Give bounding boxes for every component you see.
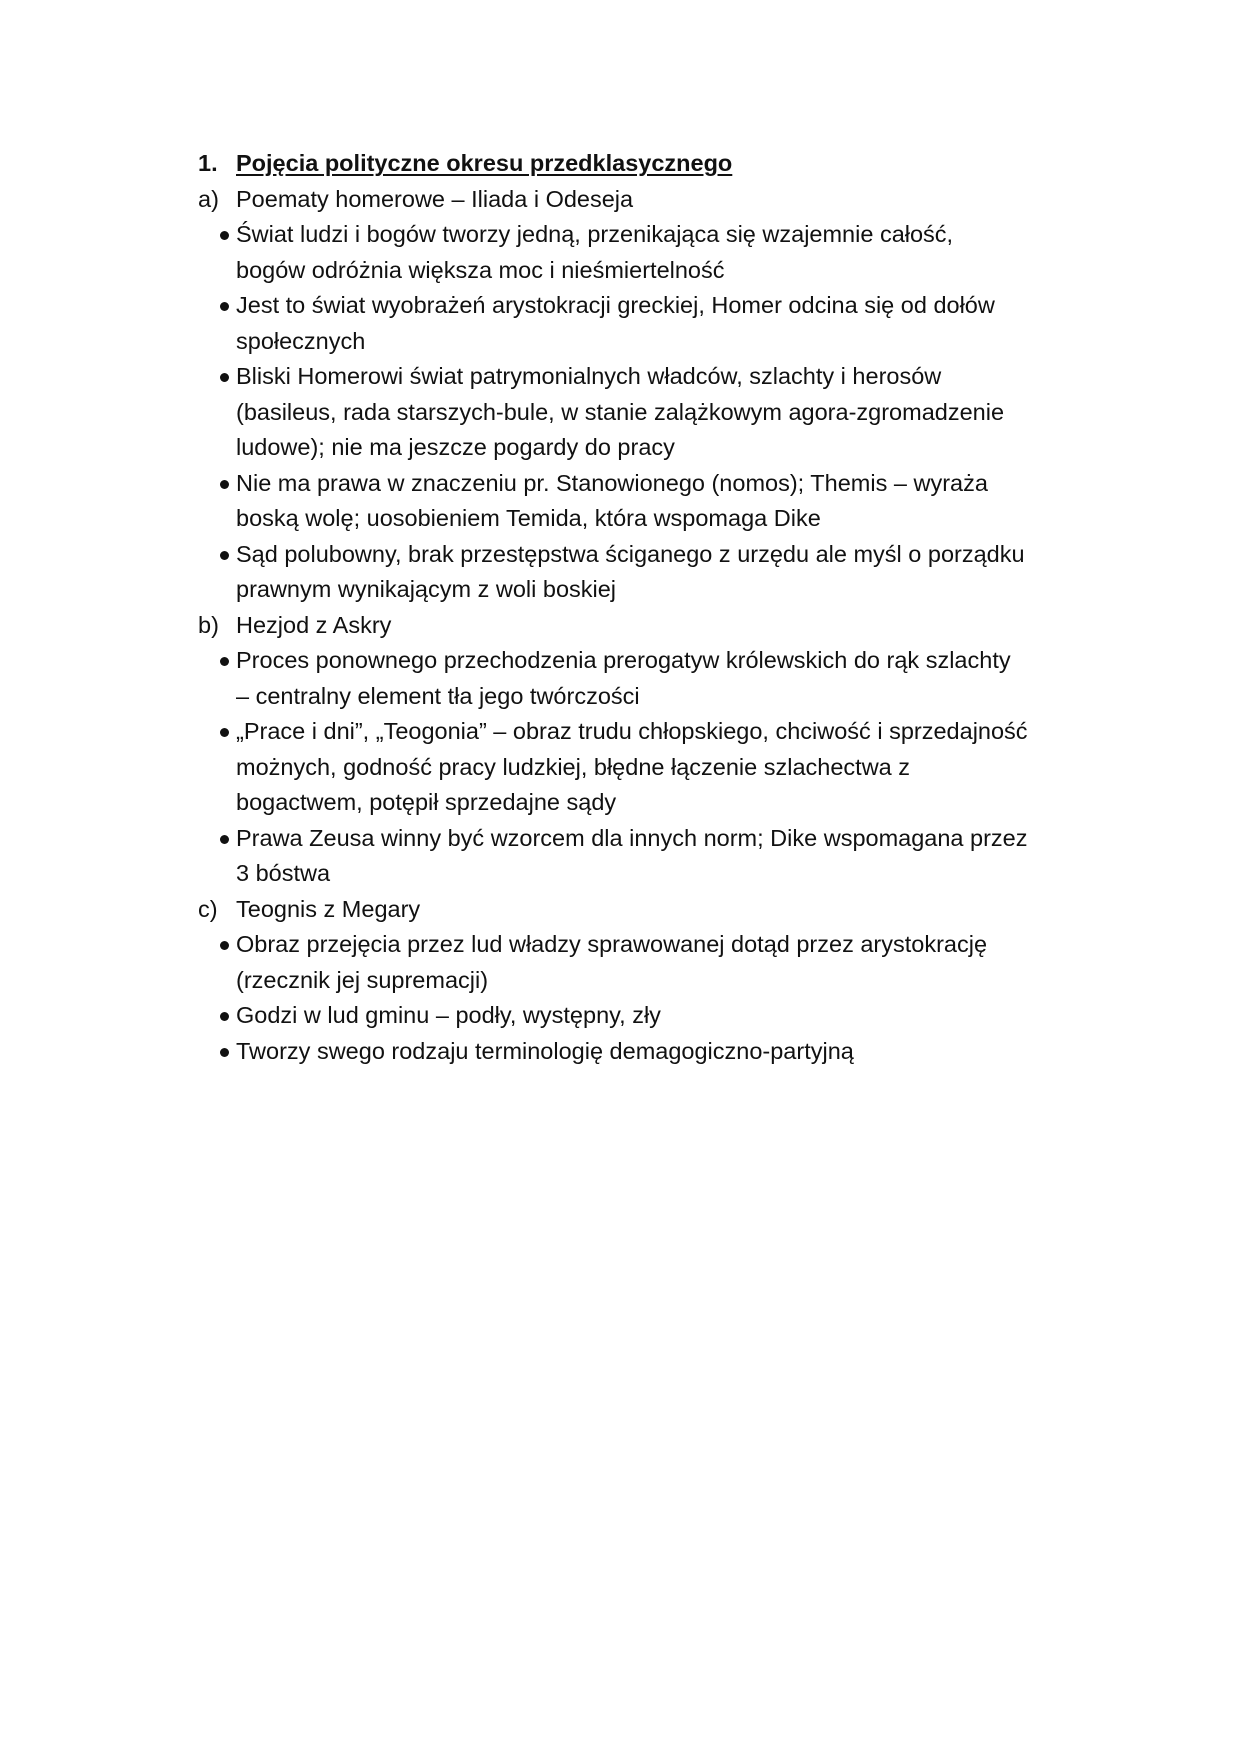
- section-title: Poematy homerowe – Iliada i Odeseja: [236, 185, 634, 212]
- bullet-icon: [220, 480, 229, 489]
- section-theognis: [198, 892, 1028, 1070]
- list-item: [198, 466, 1028, 537]
- bullet-icon: [220, 1048, 229, 1057]
- list-item: [198, 359, 1028, 466]
- bullet-icon: [220, 231, 229, 240]
- heading-number: 1.: [198, 150, 218, 176]
- list-item: [198, 643, 1028, 714]
- list-item: [198, 1034, 1028, 1070]
- section-hesiod: [198, 608, 1028, 892]
- heading-title: Pojęcia polityczne okresu przedklasycznego: [236, 150, 733, 176]
- list-item-text: Świat ludzi i bogów tworzy jedną, przenikająca się wzajemnie całość, bogów odróżnia większa moc i nieśmiertelność: [236, 221, 954, 283]
- list-item: [198, 714, 1028, 821]
- document-content: [198, 146, 1028, 1069]
- bullet-icon: [220, 1012, 229, 1021]
- bullet-list: [198, 927, 1028, 1069]
- section-title: Hezjod z Askry: [236, 611, 392, 638]
- bullet-icon: [220, 302, 229, 311]
- bullet-icon: [220, 941, 229, 950]
- list-item: [198, 821, 1028, 892]
- list-item-text: Proces ponownego przechodzenia prerogatyw królewskich do rąk szlachty – centralny element tła jego twórczości: [236, 647, 1011, 709]
- list-item-text: Nie ma prawa w znaczeniu pr. Stanowionego (nomos); Themis – wyraża boską wolę; uosobieniem Temida, która wspomaga Dike: [236, 469, 988, 531]
- bullet-icon: [220, 373, 229, 382]
- section-letter: a): [198, 185, 219, 212]
- list-item: [198, 288, 1028, 359]
- section-heading: [198, 892, 1028, 928]
- list-item-text: Bliski Homerowi świat patrymonialnych władców, szlachty i herosów (basileus, rada starszych-bule, w stanie zalążkowym agora-zgromadzenie ludowe); nie ma jeszcze pogardy do pracy: [236, 363, 1005, 460]
- bullet-icon: [220, 728, 229, 737]
- list-item: [198, 537, 1028, 608]
- bullet-list: [198, 217, 1028, 608]
- section-title: Teognis z Megary: [236, 895, 421, 922]
- list-item-text: „Prace i dni”, „Teogonia” – obraz trudu chłopskiego, chciwość i sprzedajność możnych, godność pracy ludzkiej, błędne łączenie szlachectwa z bogactwem, potępił sprzedajne sądy: [236, 718, 1028, 815]
- list-item-text: Obraz przejęcia przez lud władzy sprawowanej dotąd przez arystokrację (rzecznik jej supremacji): [236, 931, 988, 993]
- bullet-icon: [220, 657, 229, 666]
- list-item-text: Jest to świat wyobrażeń arystokracji greckiej, Homer odcina się od dołów społecznych: [236, 292, 995, 354]
- bullet-list: [198, 643, 1028, 892]
- list-item-text: Sąd polubowny, brak przestępstwa ściganego z urzędu ale myśl o porządku prawnym wynikającym z woli boskiej: [236, 540, 1025, 602]
- section-letter: b): [198, 611, 219, 638]
- section-homer: [198, 182, 1028, 608]
- heading: [198, 146, 1028, 182]
- list-item: [198, 217, 1028, 288]
- bullet-icon: [220, 551, 229, 560]
- list-item-text: Prawa Zeusa winny być wzorcem dla innych norm; Dike wspomagana przez 3 bóstwa: [236, 824, 1028, 886]
- section-heading: [198, 182, 1028, 218]
- list-item: [198, 998, 1028, 1034]
- list-item-text: Tworzy swego rodzaju terminologię demagogiczno-partyjną: [236, 1037, 854, 1064]
- section-letter: c): [198, 895, 218, 922]
- list-item: [198, 927, 1028, 998]
- section-heading: [198, 608, 1028, 644]
- list-item-text: Godzi w lud gminu – podły, występny, zły: [236, 1002, 661, 1028]
- bullet-icon: [220, 835, 229, 844]
